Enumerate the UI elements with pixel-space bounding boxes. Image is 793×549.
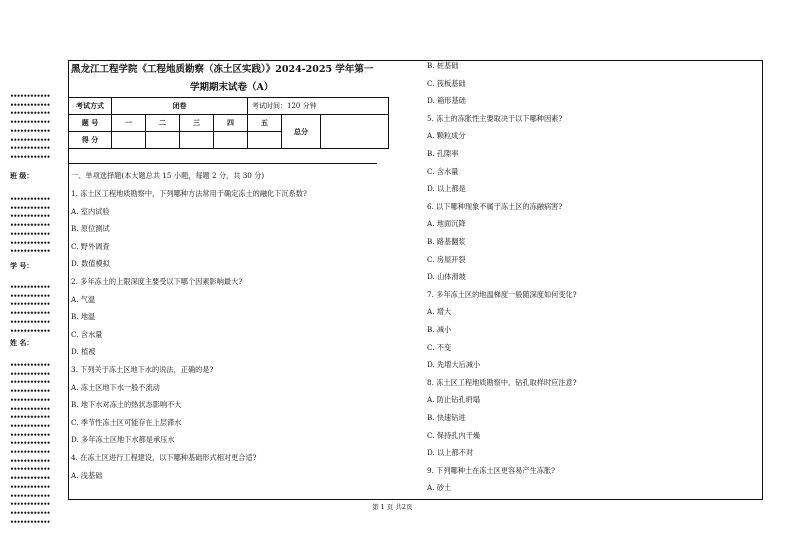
name-label: 姓 名： [10, 338, 34, 347]
answer-option: B. 路基翻浆 [427, 237, 466, 246]
question-text: 9. 下列哪种土在冻土区更容易产生冻胀? [427, 465, 555, 475]
dotted-binding-line: •••••••••••• •••••••••••• •••••••••••• •••••••••••• •••••••••••• •••••••••••• [10, 284, 51, 335]
answer-option: B. 地下水对冻土的热状态影响不大 [71, 400, 182, 410]
score-cell [112, 132, 146, 149]
class-label: 班 级： [10, 171, 34, 180]
answer-option: C. 筏板基础 [427, 78, 466, 88]
answer-option: D. 以上都不对 [427, 448, 474, 458]
answer-option: D. 山体滑坡 [427, 272, 466, 282]
answer-option: A. 砂土 [427, 483, 452, 493]
answer-option: A. 地面沉降 [427, 219, 466, 229]
answer-option: A. 浅基础 [71, 470, 103, 480]
answer-option: A. 冻土区地下水一般不流动 [71, 382, 160, 392]
question-text: 4. 在冻土区进行工程建设，以下哪种基础形式相对更合适? [71, 453, 257, 462]
question-no-label: 题 号 [69, 115, 112, 132]
answer-option: A. 防止钻孔坍塌 [427, 395, 480, 405]
answer-option: B. 快速钻进 [427, 413, 466, 422]
col-4: 四 [214, 115, 248, 132]
answer-option: A. 气温 [71, 294, 96, 304]
section-heading: 一、单项选择题(本大题总共 15 小题，每题 2 分，共 30 分) [71, 171, 265, 180]
answer-option: B. 桩基础 [427, 61, 459, 70]
answer-option: B. 减小 [427, 325, 452, 334]
answer-option: C. 保持孔内干燥 [427, 430, 480, 440]
question-text: 2. 多年冻土的上限深度主要受以下哪个因素影响最大? [71, 277, 243, 286]
answer-option: D. 先增大后减小 [427, 360, 481, 370]
dotted-binding-line: •••••••••••• •••••••••••• •••••••••••• •••••••••••• •••••••••••• •••••••••••• •••••••••••• [10, 196, 51, 256]
answer-option: C. 含水量 [427, 166, 459, 176]
question-text: 5. 冻土的冻胀性主要取决于以下哪种因素? [427, 113, 563, 123]
dotted-binding-line: •••••••••••• •••••••••••• •••••••••••• •••••••••••• •••••••••••• •••••••••••• •••••••••••• •••••••••••• [10, 93, 51, 161]
answer-option: D. 箱形基础 [427, 96, 466, 106]
answer-option: B. 地温 [71, 312, 96, 322]
score-cell [146, 132, 180, 149]
answer-option: A. 室内试验 [71, 206, 110, 216]
col-1: 一 [112, 115, 146, 132]
exam-subtitle: 学期期末试卷（A） [190, 82, 274, 93]
score-cell [248, 132, 282, 149]
answer-option: A. 增大 [427, 307, 452, 317]
answer-option: D. 植被 [71, 347, 96, 357]
student-id-label: 学 号： [10, 261, 34, 270]
exam-mode-label: 考试方式 [69, 98, 112, 115]
col-2: 二 [146, 115, 180, 132]
page-footer: 第 1 页 共2页 [372, 503, 413, 511]
answer-option: D. 以上都是 [427, 184, 466, 194]
question-text: 1. 冻土区工程地质勘察中，下列哪种方法常用于确定冻土的融化下沉系数? [71, 189, 307, 198]
question-text: 7. 多年冻土区的地温梯度一般随深度如何变化? [427, 289, 577, 299]
info-table [68, 97, 389, 149]
answer-option: C. 季节性冻土区可能存在上层滞水 [71, 417, 182, 427]
answer-option: C. 房屋开裂 [427, 254, 466, 264]
question-text: 6. 以下哪种现象不属于冻土区的冻融病害? [427, 201, 563, 211]
answer-option: A. 颗粒成分 [427, 131, 466, 141]
question-text: 3. 下列关于冻土区地下水的说法，正确的是? [71, 365, 214, 374]
answer-option: D. 数值模拟 [71, 259, 110, 269]
col-5: 五 [248, 115, 282, 132]
exam-title: 黑龙江工程学院《工程地质勘察（冻土区实践）》2024-2025 学年第一 [71, 64, 374, 75]
score-label: 得 分 [69, 132, 112, 149]
answer-option: C. 不变 [427, 342, 452, 352]
answer-option: D. 多年冻土区地下水都是承压水 [71, 435, 175, 445]
dotted-binding-line: •••••••••••• •••••••••••• •••••••••••• •••••••••••• •••••••••••• •••••••••••• •••••••••••• •••••••••••• •••••••••••• •••••••••••• •••••••••••• •••••••••••• •••••••••••• •••••••••••• •••••••••••• •••••••••••• •••••••••••• •••••••••••• •••••••••••• [10, 362, 51, 526]
question-text: 8. 冻土区工程地质勘察中，钻孔取样时应注意? [427, 377, 577, 387]
answer-option: B. 孔隙率 [427, 149, 459, 158]
total-score [321, 115, 389, 149]
score-cell [180, 132, 214, 149]
exam-time: 考试时间：120 分钟 [248, 98, 389, 115]
total-label: 总分 [282, 115, 321, 149]
exam-mode: 闭卷 [112, 98, 248, 115]
score-cell [214, 132, 248, 149]
answer-option: B. 原位测试 [71, 224, 110, 234]
col-3: 三 [180, 115, 214, 132]
divider [68, 163, 377, 164]
answer-option: C. 含水量 [71, 329, 103, 339]
answer-option: C. 野外调查 [71, 241, 110, 251]
